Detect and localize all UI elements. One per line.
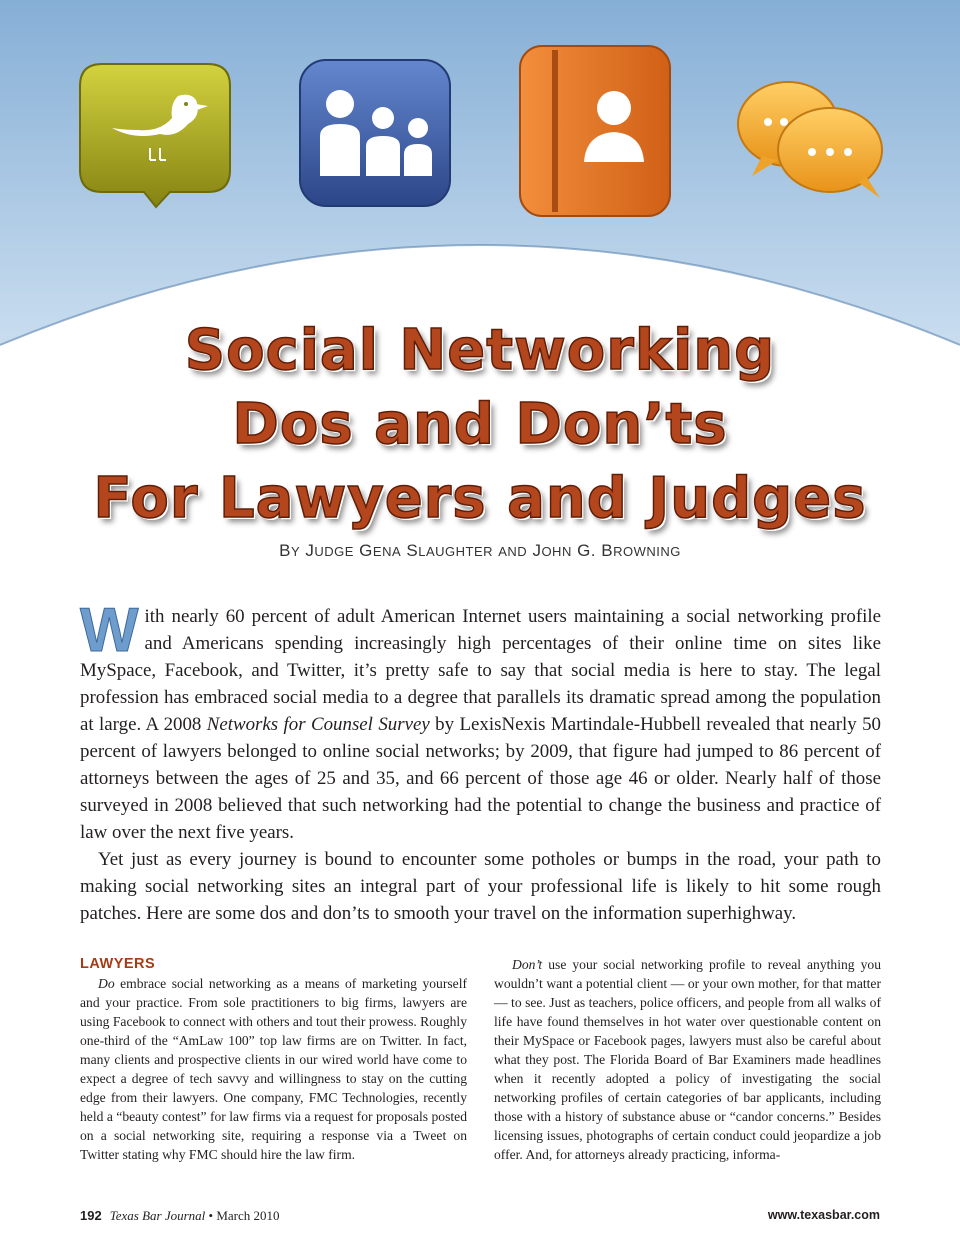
right-column-paragraph: Don’t use your social networking profile to reveal anything you wouldn’t want a potential client — or your own mother, for that matter — to see. Just as teachers, police officers, and people from all walks of life have found themselves in hot water over questionable content on their MySpace or Facebook pages, lawyers must also be careful about what they post. The Florida Board of Bar Examiners made headlines when it recently adopted a policy of investigating the social networking profiles of certain categories of bar applicants, including those with a history of substance abuse or “candor concerns.” Besides licensing issues, photographs of certain conduct could jeopardize a job offer. And, for attorneys already practicing, informa- — [494, 957, 881, 1162]
twitter-bird-icon — [80, 64, 230, 207]
journal-name: Texas Bar Journal — [109, 1208, 206, 1223]
intro-text — [80, 596, 881, 927]
address-book-icon — [520, 46, 670, 216]
footer-left — [80, 1208, 280, 1224]
intro-paragraph-1: With nearly 60 percent of adult American Internet users maintaining a social networking profile and Americans spending increasingly high percentages of their online time on sites like MySpace, Facebook, and Twitter, it’s pretty safe to say that social media is here to stay. The legal profession has embraced social media to a degree that parallels its dramatic spread among the population at large. A 2008 Networks for Counsel Survey by LexisNexis Martindale-Hubbell revealed that nearly 50 percent of lawyers belonged to online social networks; by 2009, that figure had jumped to 86 percent of attorneys between the ages of 25 and 35, and 66 percent of those age 46 or older. Nearly half of those surveyed in 2008 believed that such networking had the potential to change the business and practice of law over the next five years. — [80, 596, 881, 843]
footer-bullet: • — [208, 1208, 214, 1223]
title-line-2: Dos and Don’ts — [232, 392, 728, 457]
title-line-3: For Lawyers and Judges — [93, 466, 867, 531]
right-column — [494, 955, 881, 1164]
footer-url: www.texasbar.com — [767, 1208, 880, 1222]
left-column — [80, 955, 467, 1164]
byline: BY JUDGE GENA SLAUGHTER AND JOHN G. BROWNING — [279, 541, 681, 560]
drop-cap: W — [80, 596, 139, 665]
page-number: 192 — [80, 1208, 102, 1223]
people-group-icon — [300, 60, 450, 206]
left-column-paragraph: Do embrace social networking as a means of marketing yourself and your practice. From sole practitioners to big firms, lawyers are using Facebook to connect with others and tout their prowess. Roughly one-third of the “AmLaw 100” top law firms are on Twitter. In fact, many clients and prospective clients in our wired world have come to expect a degree of tech savvy and willingness to stay on the cutting edge from their lawyers. One company, FMC Technologies, recently held a “beauty contest” for law firms via a request for proposals posted on a social networking site, requiring a response via a Tweet on Twitter stating why FMC should hire the law firm. — [80, 976, 467, 1162]
title-line-1: Social Networking — [184, 318, 776, 383]
issue-date: March 2010 — [216, 1208, 280, 1223]
section-heading-lawyers: LAWYERS — [80, 956, 156, 972]
intro-paragraph-2: Yet just as every journey is bound to encounter some potholes or bumps in the road, your path to making social networking sites an integral part of your professional life is likely to hit some rough patches. Here are some dos and don’ts to smooth your travel on the information superhighway. — [80, 849, 881, 924]
